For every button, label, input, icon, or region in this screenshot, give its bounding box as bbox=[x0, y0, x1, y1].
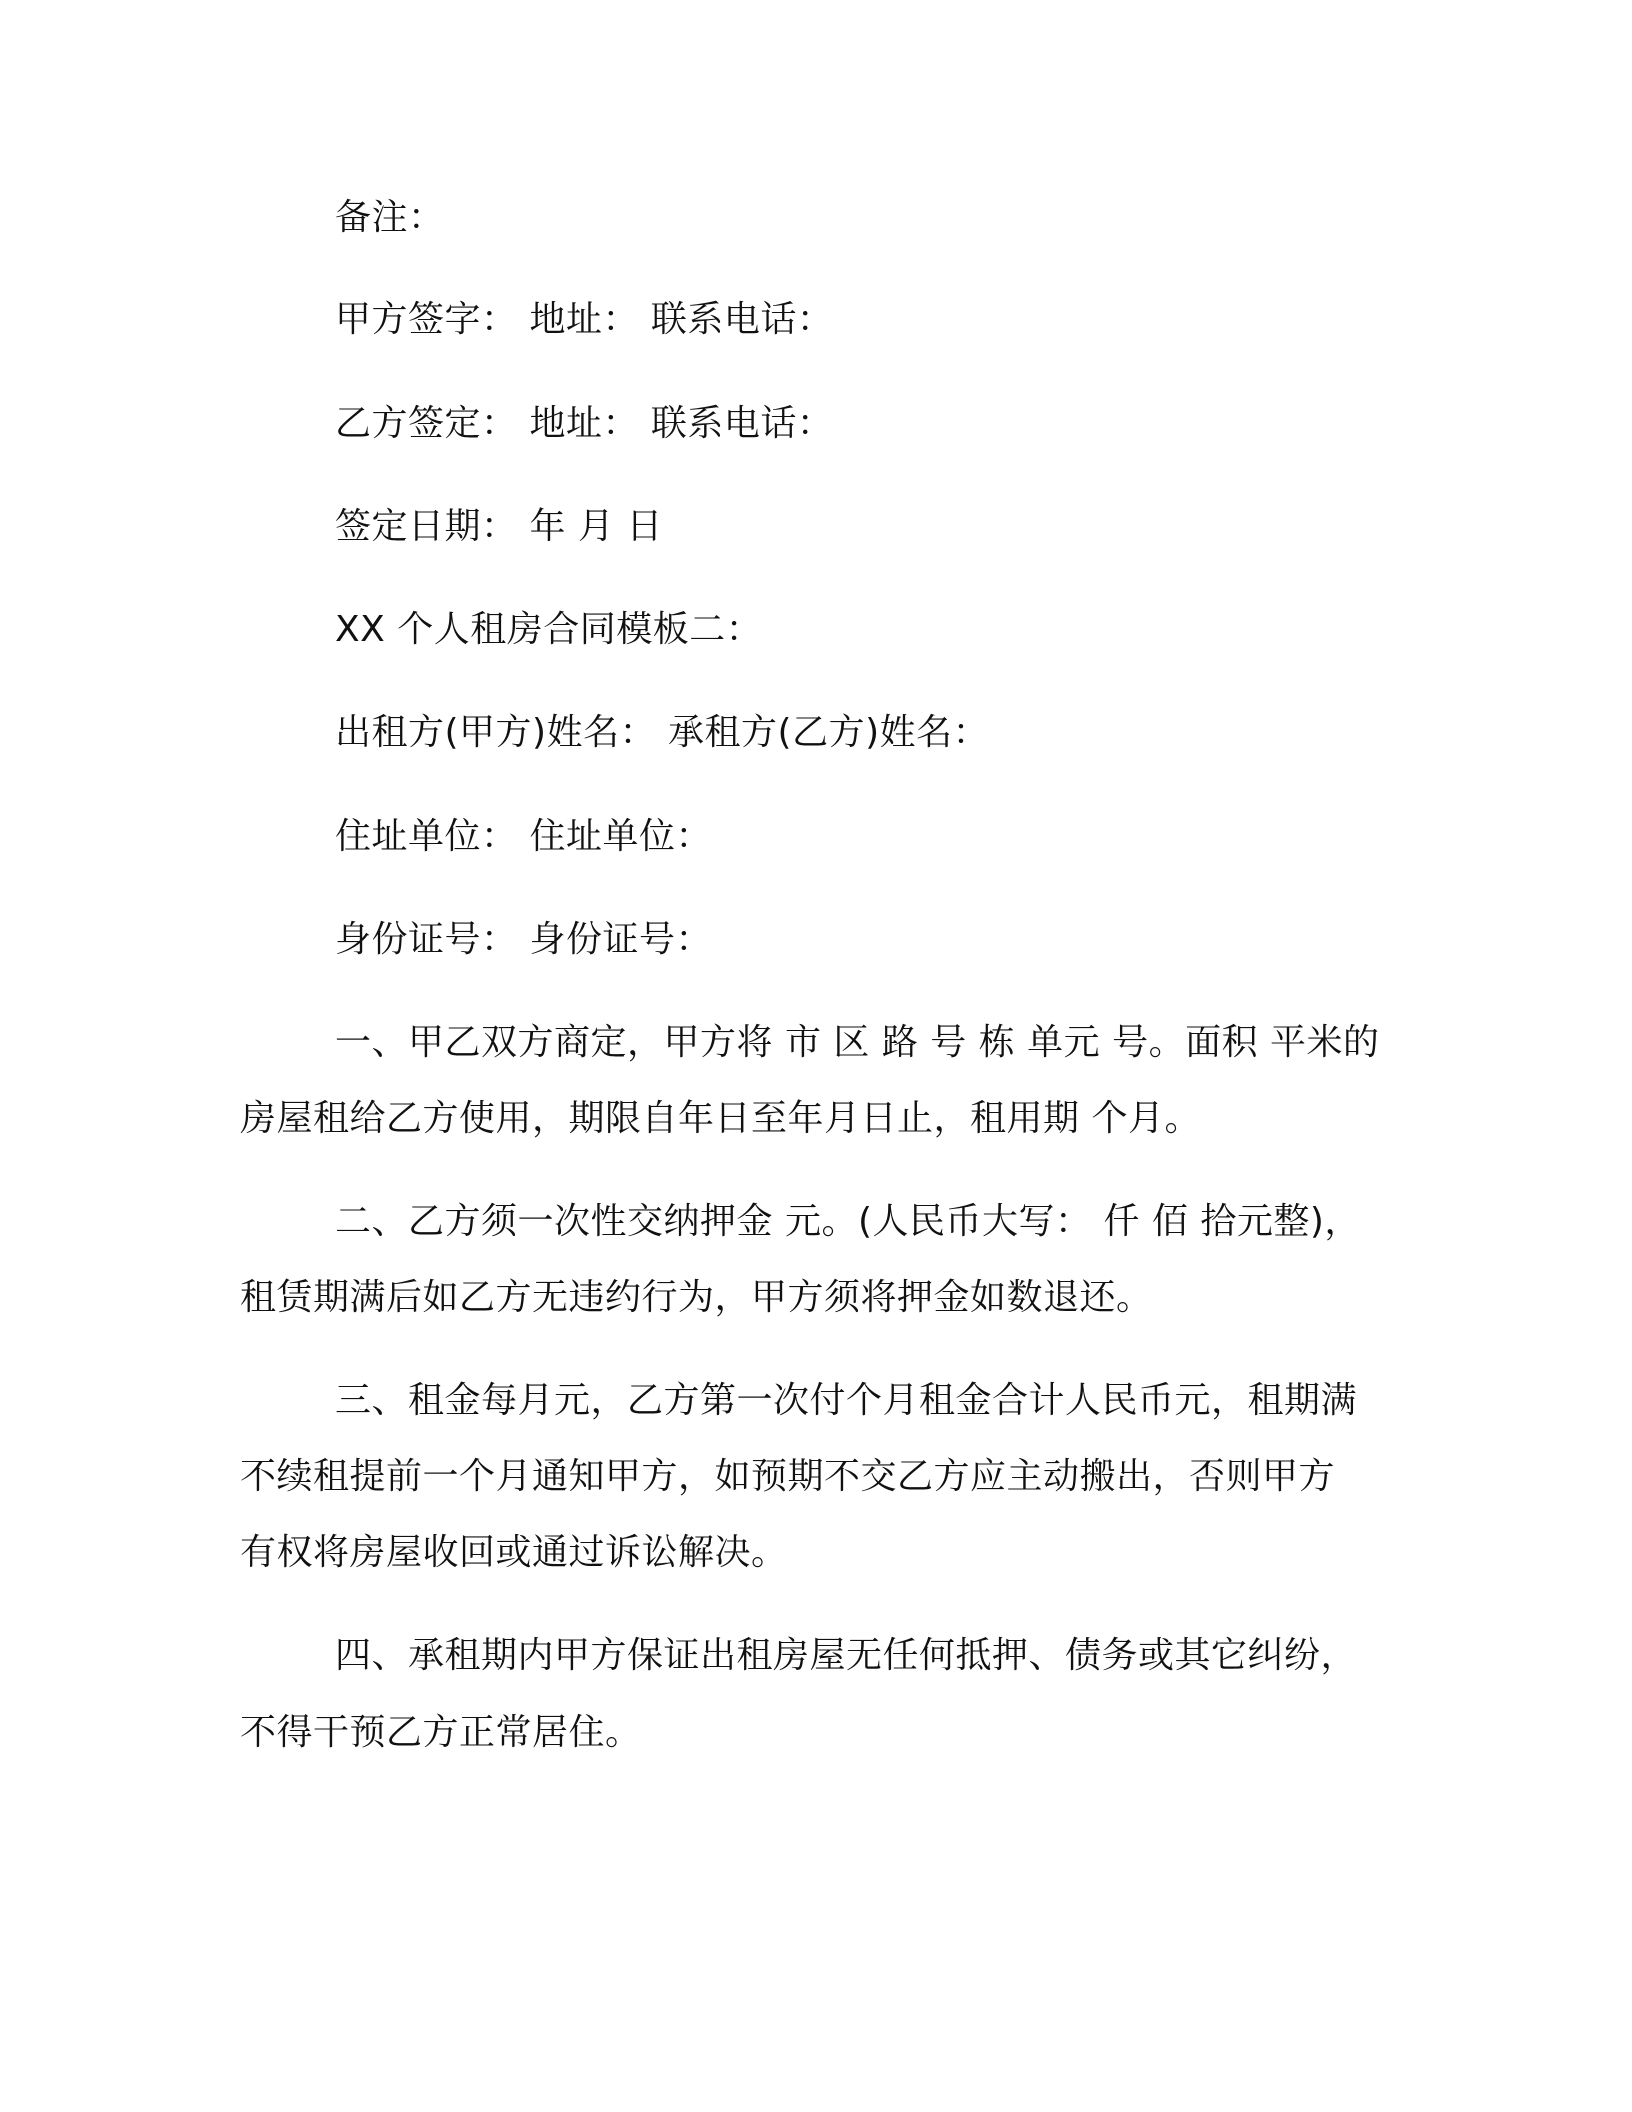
sign-date-line: 签定日期： 年 月 日 bbox=[335, 506, 663, 547]
clause-2-line-1: 二、乙方须一次性交纳押金 元。(人民币大写： 仟 佰 拾元整)， bbox=[335, 1201, 1361, 1242]
clause-1-line-1: 一、甲乙双方商定，甲方将 市 区 路 号 栋 单元 号。面积 平米的 bbox=[335, 1022, 1380, 1063]
clause-3-line-1: 三、租金每月元，乙方第一次付个月租金合计人民币元，租期满 bbox=[335, 1380, 1358, 1421]
party-names-line: 出租方(甲方)姓名： 承租方(乙方)姓名： bbox=[335, 712, 990, 753]
clause-3-line-2: 不续租提前一个月通知甲方，如预期不交乙方应主动搬出，否则甲方 bbox=[240, 1456, 1336, 1497]
clause-4-line-1: 四、承租期内甲方保证出租房屋无任何抵押、债务或其它纠纷， bbox=[335, 1635, 1358, 1676]
party-b-signature-line: 乙方签定： 地址： 联系电话： bbox=[335, 403, 834, 444]
clause-2-line-2: 租赁期满后如乙方无违约行为，甲方须将押金如数退还。 bbox=[240, 1277, 1153, 1318]
remark-line: 备注： bbox=[335, 197, 445, 238]
clause-1-line-2: 房屋租给乙方使用，期限自年日至年月日止，租用期 个月。 bbox=[240, 1098, 1201, 1139]
address-line: 住址单位： 住址单位： bbox=[335, 816, 712, 857]
party-a-signature-line: 甲方签字： 地址： 联系电话： bbox=[335, 299, 834, 340]
clause-3-line-3: 有权将房屋收回或通过诉讼解决。 bbox=[240, 1532, 788, 1573]
id-number-line: 身份证号： 身份证号： bbox=[335, 919, 712, 960]
template-title: XX 个人租房合同模板二： bbox=[335, 609, 763, 650]
clause-4-line-2: 不得干预乙方正常居住。 bbox=[240, 1712, 642, 1753]
